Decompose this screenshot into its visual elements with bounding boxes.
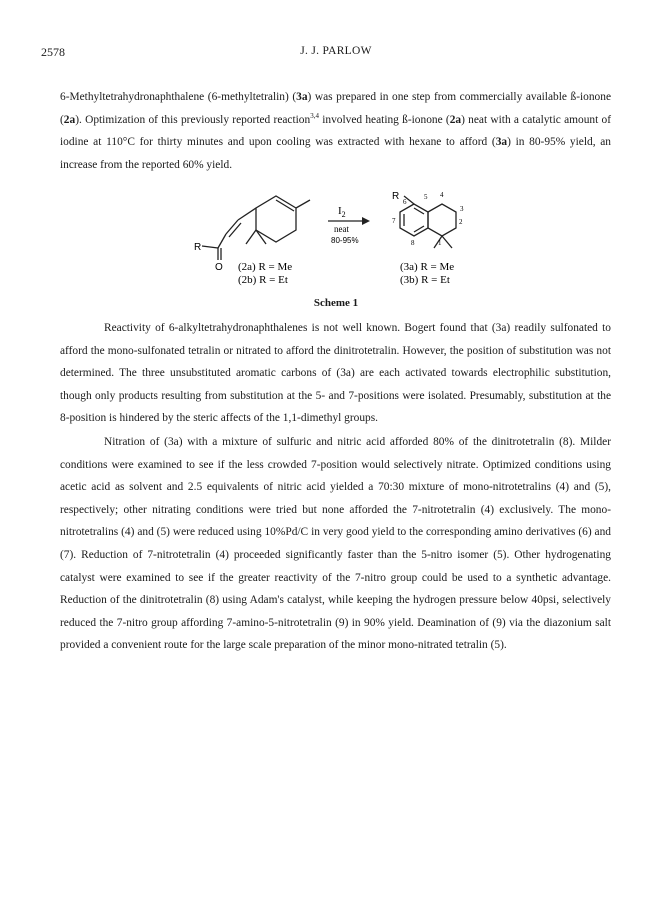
compound-ref: 3a <box>495 136 508 149</box>
right-r-label: R <box>392 191 400 202</box>
reagent-label: $I_2$ <box>338 205 346 219</box>
left-o-label: O <box>215 262 223 273</box>
ring-number-6: 6 <box>403 198 407 206</box>
condition-label: neat <box>334 224 349 234</box>
page-number: 2578 <box>41 45 65 59</box>
compound-2a-label: (2a) R = Me <box>238 261 293 273</box>
ring-number-8: 8 <box>411 239 415 247</box>
p1-text: ) was prepared in one step from commercially available ß-ionone ( <box>60 91 612 126</box>
ring-number-1: 1 <box>438 239 442 247</box>
running-head: J. J. PARLOW <box>300 45 372 57</box>
ionone-structure <box>202 196 310 260</box>
compound-ref: 3a <box>296 91 308 103</box>
compound-ref: 2a <box>63 113 76 126</box>
compound-2b-label: (2b) R = Et <box>238 274 288 286</box>
tetralin-structure <box>400 196 456 248</box>
left-r-label: R <box>194 242 202 253</box>
yield-label: 80-95% <box>331 236 359 245</box>
compound-3a-label: (3a) R = Me <box>400 261 455 273</box>
ring-number-4: 4 <box>440 191 444 199</box>
citation: 3,4 <box>310 111 319 120</box>
compound-3b-label: (3b) R = Et <box>400 274 450 286</box>
paragraph-3 <box>60 431 611 657</box>
p1-text: 6-Methyltetrahydronaphthalene (6-methyltetralin) ( <box>60 91 297 103</box>
p1-text: ) in 80-95% yield, an increase from the reported 60% yield. <box>60 136 611 171</box>
paragraph-2-text: Reactivity of 6-alkyltetrahydronaphthalenes is not well known. Bogert found that (3a) readily sulfonated to afford the mono-sulfonated tetralin or nitrated to afford the dinitrotetralin. However, the position of substitution was not determined. The three unsubstituted aromatic carbons of (3a) are each activated towards electrophilic substitution, though only products resulting from substitution at the 5- and 7-positions were isolated. Presumably, substitution at the 8-position is hindered by the steric affects of the 1,1-dimethyl groups. <box>60 322 611 425</box>
p1-text: involved heating ß-ionone ( <box>318 113 450 126</box>
compound-ref: 2a <box>449 113 462 126</box>
p1-text: ) neat with a catalytic amount of iodine at 110°C for thirty minutes and upon cooling was extracted with hexane to afford ( <box>60 113 612 149</box>
ring-number-5: 5 <box>424 193 428 201</box>
paragraph-1 <box>60 86 611 176</box>
paragraph-2 <box>60 317 611 430</box>
ring-number-3: 3 <box>460 205 464 213</box>
p1-text: ). Optimization of this previously reported reaction <box>75 113 311 126</box>
scheme-caption: Scheme 1 <box>313 297 359 309</box>
paragraph-3-text: Nitration of (3a) with a mixture of sulfuric and nitric acid afforded 80% of the dinitrotetralin (8). Milder conditions were examined to see if the less crowded 7-position would selectively nitrate. Optimized conditions using acetic acid as solvent and 2.5 equivalents of nitric acid yielded a 70:30 mixture of mono-nitrotetralins (4) and (5), respectively; other nitrating conditions were tried but none afforded the 7-nitrotetralin (4) exclusively. The mono-nitrotetralins (4) and (5) were reduced using 10%Pd/C in very good yield to the corresponding amino derivatives (6) and (7). Reduction of 7-nitrotetralin (4) proceeded significantly faster than the 5-nitro isomer (5). Other hydrogenating catalyst were examined to see if the greater reactivity of the 7-nitro group could be used to a synthetic advantage. Reduction of the dinitrotetralin (8) using Adam's catalyst, while keeping the hydrogen pressure below 40psi, selectively reduced the 7-nitro group affording 7-amino-5-nitrotetralin (9) in 90% yield. Deamination of (9) via the diazonium salt provided a convenient route for the large scale preparation of the minor mono-nitrated tetralin (5). <box>60 436 611 652</box>
ring-number-2: 2 <box>459 218 463 226</box>
ring-number-7: 7 <box>392 217 396 225</box>
